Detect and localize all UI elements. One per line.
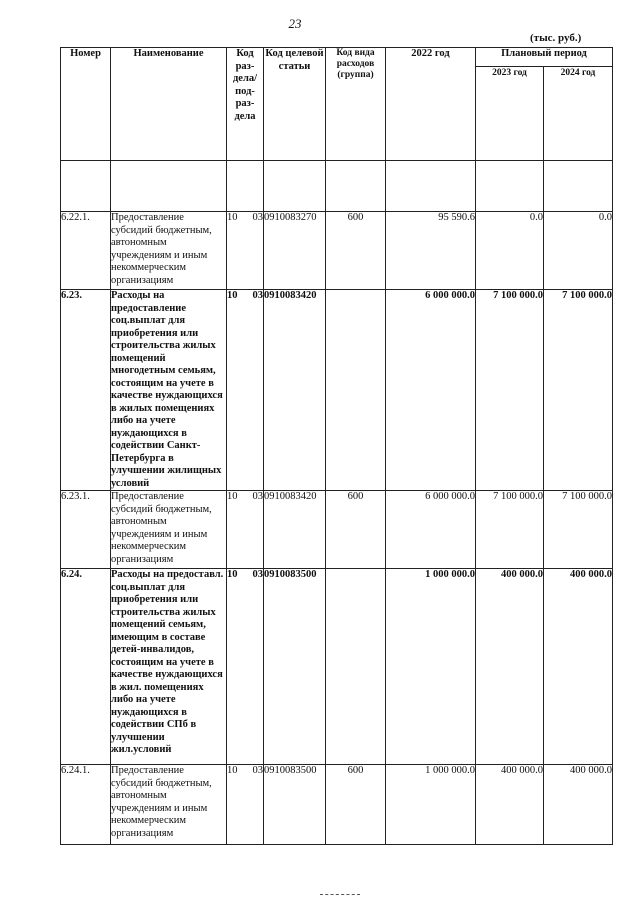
- row-kvr: 600: [326, 491, 386, 569]
- row-2023: 7 100 000.0: [476, 290, 544, 491]
- row-razdel: [227, 765, 264, 845]
- row-kvr: [326, 569, 386, 765]
- footer-mark: [320, 894, 360, 899]
- table-row: [61, 569, 613, 765]
- podrazdel-code: 03: [252, 569, 263, 580]
- row-2022: 95 590.6: [386, 212, 476, 290]
- row-2024: 400 000.0: [544, 765, 613, 845]
- row-csr: 0910083500: [264, 765, 326, 845]
- header-number: Номер: [61, 48, 111, 161]
- row-razdel: [227, 491, 264, 569]
- row-name: Предоставление субсидий бюджетным, автономным учреждениям и иным некоммерческим организациям: [111, 212, 227, 290]
- table-row: [61, 290, 613, 491]
- razdel-code: 10: [227, 569, 238, 580]
- row-2022: 6 000 000.0: [386, 290, 476, 491]
- row-razdel: [227, 569, 264, 765]
- row-kvr: 600: [326, 212, 386, 290]
- row-csr: 0910083500: [264, 569, 326, 765]
- row-number: 6.23.: [61, 290, 111, 491]
- razdel-code: 10: [227, 212, 238, 223]
- row-2022: 1 000 000.0: [386, 765, 476, 845]
- row-csr: 0910083270: [264, 212, 326, 290]
- podrazdel-code: 03: [252, 491, 263, 502]
- header-razdel: Код раз-дела/ под-раз-дела: [227, 48, 264, 161]
- podrazdel-code: 03: [252, 765, 263, 776]
- row-name: Расходы на предоставл. соц.выплат для приобретения или строительства жилых помещений семьям, имеющим в составе детей-инвалидов, состоящим на учете в качестве нуждающихся в жил. помещениях либо на учете нуждающихся в содействии СПб в улучшении жил.условий: [111, 569, 227, 765]
- row-2024: 7 100 000.0: [544, 491, 613, 569]
- podrazdel-code: 03: [252, 290, 263, 301]
- units-label: (тыс. руб.): [530, 32, 582, 44]
- header-2023: 2023 год: [476, 67, 544, 161]
- row-2023: 400 000.0: [476, 569, 544, 765]
- header-2022: 2022 год: [386, 48, 476, 161]
- table-row: [61, 212, 613, 290]
- row-number: 6.23.1.: [61, 491, 111, 569]
- budget-table: [60, 47, 613, 845]
- row-razdel: [227, 290, 264, 491]
- row-2022: 6 000 000.0: [386, 491, 476, 569]
- header-plan-period: Плановый период: [476, 48, 613, 67]
- row-2023: 0.0: [476, 212, 544, 290]
- razdel-code: 10: [227, 290, 238, 301]
- row-number: 6.24.1.: [61, 765, 111, 845]
- row-2022: 1 000 000.0: [386, 569, 476, 765]
- row-name: Предоставление субсидий бюджетным, автономным учреждениям и иным некоммерческим организациям: [111, 765, 227, 845]
- header-name: Наименование: [111, 48, 227, 161]
- table-row: [61, 765, 613, 845]
- row-2024: 0.0: [544, 212, 613, 290]
- row-razdel: [227, 212, 264, 290]
- header-csr: Код целевой статьи: [264, 48, 326, 161]
- row-2024: 400 000.0: [544, 569, 613, 765]
- table-row: [61, 491, 613, 569]
- header-kvr: Код вида расходов (группа): [326, 48, 386, 161]
- row-kvr: [326, 290, 386, 491]
- row-2023: 400 000.0: [476, 765, 544, 845]
- page-number: 23: [288, 16, 302, 31]
- razdel-code: 10: [227, 491, 238, 502]
- row-kvr: 600: [326, 765, 386, 845]
- header-2024: 2024 год: [544, 67, 613, 161]
- row-2023: 7 100 000.0: [476, 491, 544, 569]
- blank-row: [61, 161, 613, 212]
- row-number: 6.24.: [61, 569, 111, 765]
- row-csr: 0910083420: [264, 290, 326, 491]
- row-2024: 7 100 000.0: [544, 290, 613, 491]
- row-csr: 0910083420: [264, 491, 326, 569]
- row-number: 6.22.1.: [61, 212, 111, 290]
- row-name: Предоставление субсидий бюджетным, автономным учреждениям и иным некоммерческим организациям: [111, 491, 227, 569]
- podrazdel-code: 03: [252, 212, 263, 223]
- row-name: Расходы на предоставление соц.выплат для приобретения или строительства жилых помещений многодетным семьям, состоящим на учете в качестве нуждающихся в жилых помещениях либо на учете нуждающихся в содействии Санкт-Петербурга в улучшении жилищных условий: [111, 290, 227, 491]
- razdel-code: 10: [227, 765, 238, 776]
